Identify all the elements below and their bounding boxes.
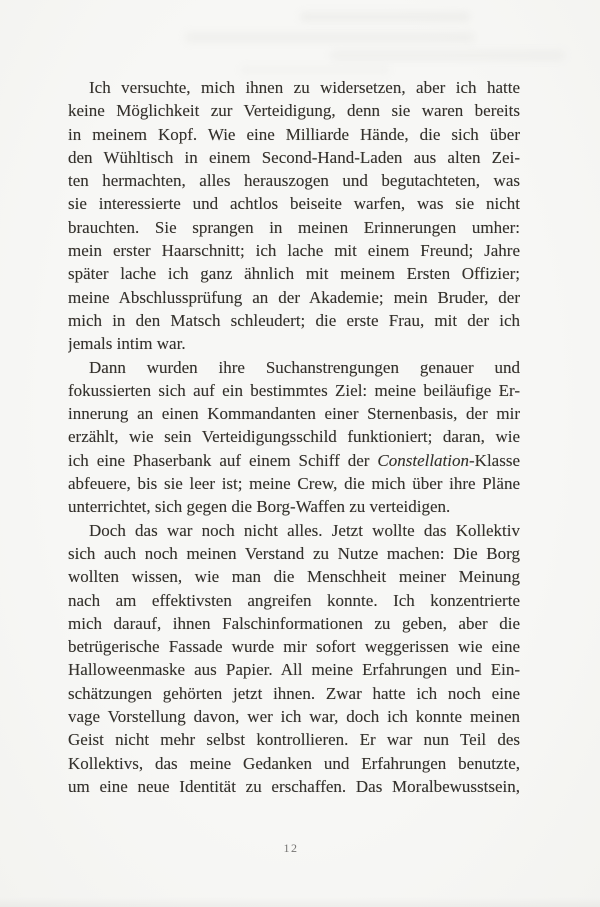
text-line: betrügerische Fassade wurde mir sofort weggerissen wie eine [68, 637, 520, 657]
page-edge-shadow [0, 897, 600, 907]
text-line: den Wühltisch in einem Second-Hand-Laden aus alten Zei- [68, 147, 520, 167]
text-line: erzählt, wie sein Verteidigungsschild funktioniert; daran, wie [68, 427, 520, 447]
text-line: fokussierten sich auf ein bestimmtes Ziel: meine beiläufige Er- [68, 380, 520, 400]
text-line: unterrichtet, sich gegen die Borg-Waffen zu verteidigen. [68, 497, 451, 517]
text-segment: -Klasse [469, 450, 520, 470]
text-line: nach am effektivsten angreifen konnte. Ich konzentrierte [68, 590, 520, 610]
text-line: ten hermachten, alles herauszogen und begutachteten, was [68, 171, 520, 191]
bleedthrough-smudge [240, 66, 390, 74]
text-line: sie interessierte und achtlos beiseite warfen, was sie nicht [68, 194, 520, 214]
text-line: abfeuere, bis sie leer ist; meine Crew, die mich über ihre Pläne [68, 474, 520, 494]
text-line [68, 449, 520, 472]
text-line: jemals intim war. [68, 334, 186, 354]
page-text [68, 76, 520, 798]
text-line: Doch das war noch nicht alles. Jetzt wollte das Kollektiv [89, 520, 520, 540]
bleedthrough-smudge [185, 32, 475, 43]
text-line: schätzungen gehörten jetzt ihnen. Zwar hatte ich noch eine [68, 683, 520, 703]
text-line: innerung an einen Kommandanten einer Sternenbasis, der mir [68, 404, 520, 424]
text-line: in meinem Kopf. Wie eine Milliarde Hände, die sich über [68, 124, 520, 144]
text-line: Halloweenmaske aus Papier. All meine Erfahrungen und Ein- [68, 660, 520, 680]
text-segment: ich eine Phaserbank auf einem Schiff der [68, 450, 378, 470]
text-line: sich auch noch meinen Verstand zu Nutze machen: Die Borg [68, 543, 520, 563]
text-line: Geist nicht mehr selbst kontrollieren. Er war nun Teil des [68, 730, 520, 750]
text-line: mich in den Matsch schleudert; die erste Frau, mit der ich [68, 310, 520, 330]
text-line: keine Möglichkeit zur Verteidigung, denn sie waren bereits [68, 101, 520, 121]
text-line: vage Vorstellung davon, wer ich war, doch ich konnte meinen [68, 707, 520, 727]
text-line: Dann wurden ihre Suchanstrengungen genauer und [89, 357, 520, 377]
italic-text: Constellation [377, 450, 470, 470]
text-line: brauchten. Sie sprangen in meinen Erinnerungen umher: [68, 217, 520, 237]
text-line: mich darauf, ihnen Falschinformationen zu geben, aber die [68, 613, 520, 633]
text-line: um eine neue Identität zu erschaffen. Das Moralbewusstsein, [68, 776, 520, 796]
bleedthrough-smudge [300, 12, 470, 22]
text-line: Kollektivs, das meine Gedanken und Erfahrungen benutzte, [68, 753, 520, 773]
text-line: Ich versuchte, mich ihnen zu widersetzen, aber ich hatte [89, 78, 520, 97]
text-line: meine Abschlussprüfung an der Akademie; mein Bruder, der [68, 287, 520, 307]
bleedthrough-smudge [330, 50, 565, 61]
text-line: später lache ich ganz ähnlich mit meinem Ersten Offizier; [68, 264, 520, 284]
page-number: 12 [283, 841, 299, 855]
text-line: wollten wissen, wie man die Menschheit meiner Meinung [68, 567, 520, 587]
text-line: mein erster Haarschnitt; ich lache mit einem Freund; Jahre [68, 241, 520, 261]
